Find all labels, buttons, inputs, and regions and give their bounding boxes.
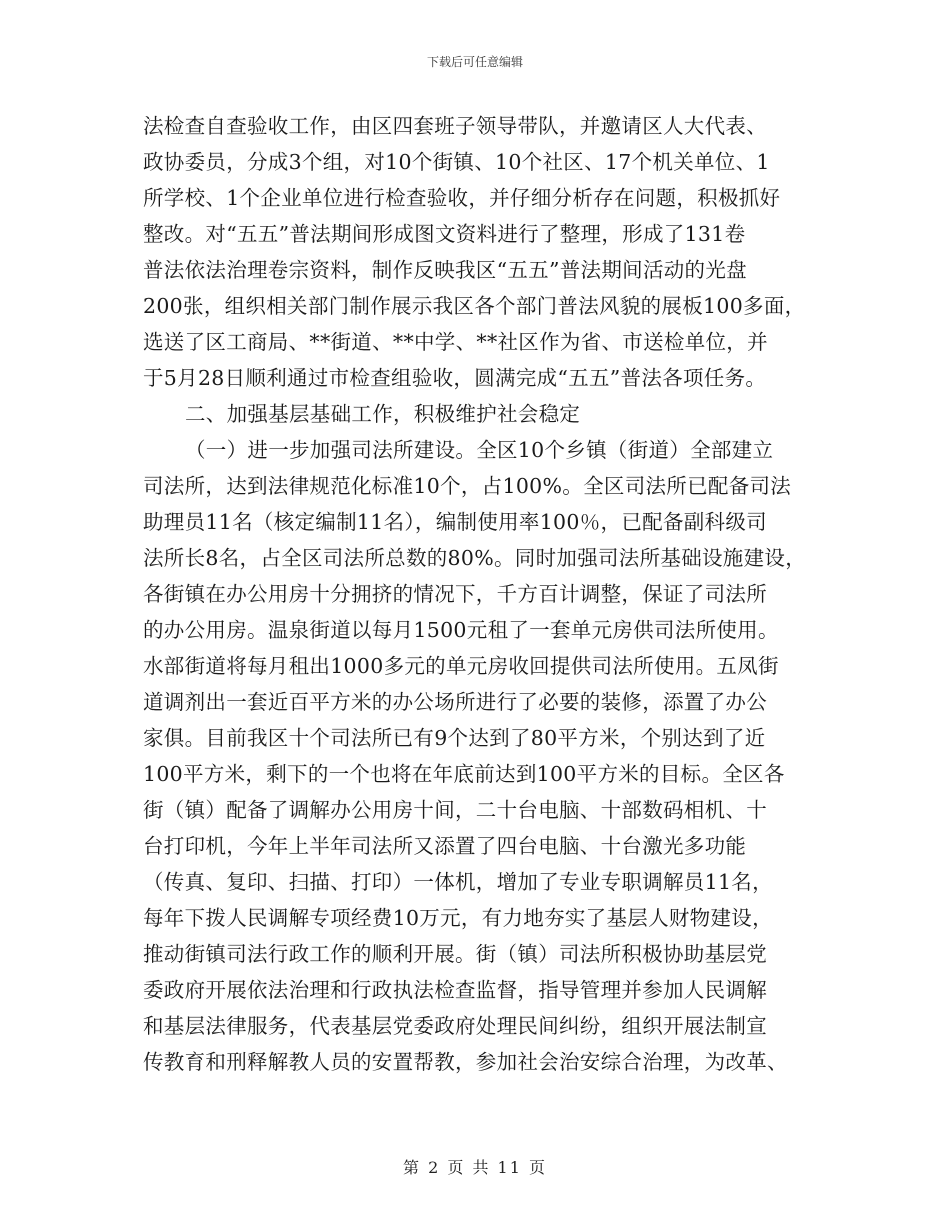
text-line: 委政府开展依法治理和行政执法检查监督，指导管理并参加人民调解 bbox=[143, 978, 767, 1002]
text-line: 水部街道将每月租出1000多元的单元房收回提供司法所使用。五凤街 bbox=[143, 654, 779, 678]
text-line: 100平方米，剩下的一个也将在年底前达到100平方米的目标。全区各 bbox=[143, 762, 785, 786]
text-line: 推动街镇司法行政工作的顺利开展。街（镇）司法所积极协助基层党 bbox=[143, 942, 767, 966]
text-line: 政协委员，分成3个组，对10个街镇、10个社区、17个机关单位、1 bbox=[143, 150, 770, 174]
text-line: 的办公用房。温泉街道以每月1500元租了一套单元房供司法所使用。 bbox=[143, 618, 779, 642]
text-line: 和基层法律服务，代表基层党委政府处理民间纠纷，组织开展法制宣 bbox=[143, 1014, 767, 1038]
text-line: 街（镇）配备了调解办公用房十间，二十台电脑、十部数码相机、十 bbox=[143, 798, 767, 822]
text-line: 法检查自查验收工作，由区四套班子领导带队，并邀请区人大代表、 bbox=[143, 114, 767, 138]
subsection-heading-line: （一）进一步加强司法所建设。全区10个乡镇（街道）全部建立 bbox=[185, 438, 774, 462]
text-line: （传真、复印、扫描、打印）一体机，增加了专业专职调解员11名， bbox=[143, 870, 773, 894]
text-line: 200张，组织相关部门制作展示我区各个部门普法风貌的展板100多面， bbox=[143, 294, 806, 318]
text-line: 所学校、1个企业单位进行检查验收，并仔细分析存在问题，积极抓好 bbox=[143, 186, 781, 210]
page-footer: 第 2 页 共 11 页 bbox=[403, 1158, 547, 1177]
text-line: 台打印机，今年上半年司法所又添置了四台电脑、十台激光多功能 bbox=[143, 834, 747, 858]
text-line: 传教育和刑释解教人员的安置帮教，参加社会治安综合治理，为改革、 bbox=[143, 1050, 788, 1074]
text-line: 整改。对“五五”普法期间形成图文资料进行了整理，形成了131卷 bbox=[143, 222, 746, 246]
text-line: 助理员11名（核定编制11名），编制使用率100％，已配备副科级司 bbox=[143, 510, 767, 534]
text-line: 法所长8名，占全区司法所总数的80%。同时加强司法所基础设施建设， bbox=[143, 546, 807, 570]
section-heading: 二、加强基层基础工作，积极维护社会稳定 bbox=[185, 402, 581, 426]
text-line: 家俱。目前我区十个司法所已有9个达到了80平方米，个别达到了近 bbox=[143, 726, 766, 750]
document-body bbox=[143, 108, 823, 1080]
text-line: 于5月28日顺利通过市检查组验收，圆满完成“五五”普法各项任务。 bbox=[143, 366, 767, 390]
text-line: 各街镇在办公用房十分拥挤的情况下，千方百计调整，保证了司法所 bbox=[143, 582, 767, 606]
text-line: 普法依法治理卷宗资料，制作反映我区“五五”普法期间活动的光盘 bbox=[143, 258, 747, 282]
text-line: 每年下拨人民调解专项经费10万元，有力地夯实了基层人财物建设， bbox=[143, 906, 773, 930]
text-line: 司法所，达到法律规范化标准10个，占100%。全区司法所已配备司法 bbox=[143, 474, 792, 498]
text-line: 道调剂出一套近百平方米的办公场所进行了必要的装修，添置了办公 bbox=[143, 690, 767, 714]
page-header: 下载后可任意编辑 bbox=[426, 55, 523, 69]
text-line: 选送了区工商局、**街道、**中学、**社区作为省、市送检单位，并 bbox=[143, 330, 768, 354]
